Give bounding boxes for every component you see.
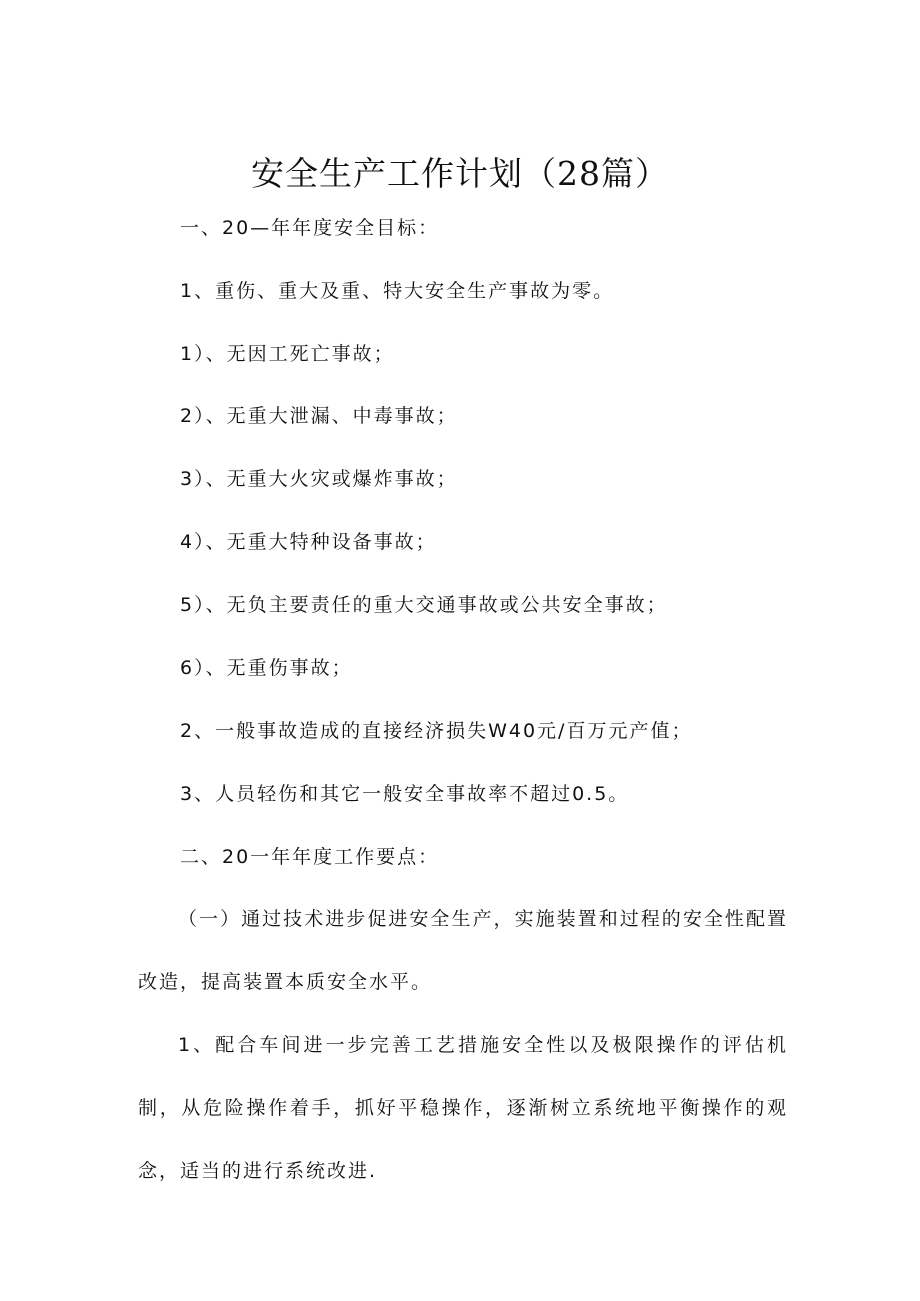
work-point-paragraph-1: （一）通过技术进步促进安全生产，实施装置和过程的安全性配置改造，提高装置本质安全水平。: [138, 908, 788, 993]
document-title: 安全生产工作计划（28篇）: [251, 154, 669, 193]
goal-item-3: 3、人员轻伤和其它一般安全事故率不超过0.5。: [180, 783, 630, 805]
goal-subitem-3: 3）、无重大火灾或爆炸事故；: [180, 468, 458, 490]
goal-item-1: 1、重伤、重大及重、特大安全生产事故为零。: [180, 280, 615, 302]
section-heading-goals: 一、20—年年度安全目标：: [180, 217, 440, 239]
goal-item-2: 2、一般事故造成的直接经济损失W40元/百万元产值；: [180, 720, 693, 742]
section-heading-work-points: 二、20一年年度工作要点：: [180, 846, 440, 868]
work-point-paragraph-2: 1、配合车间进一步完善工艺措施安全性以及极限操作的评估机制，从危险操作着手，抓好平稳操作，逐渐树立系统地平衡操作的观念，适当的进行系统改进.: [138, 1034, 788, 1182]
goal-subitem-1: 1）、无因工死亡事故；: [180, 343, 395, 365]
goal-subitem-5: 5）、无负主要责任的重大交通事故或公共安全事故；: [180, 594, 668, 616]
goal-subitem-2: 2）、无重大泄漏、中毒事故；: [180, 405, 458, 427]
goal-subitem-4: 4）、无重大特种设备事故；: [180, 531, 437, 553]
goal-subitem-6: 6）、无重伤事故；: [180, 657, 353, 679]
